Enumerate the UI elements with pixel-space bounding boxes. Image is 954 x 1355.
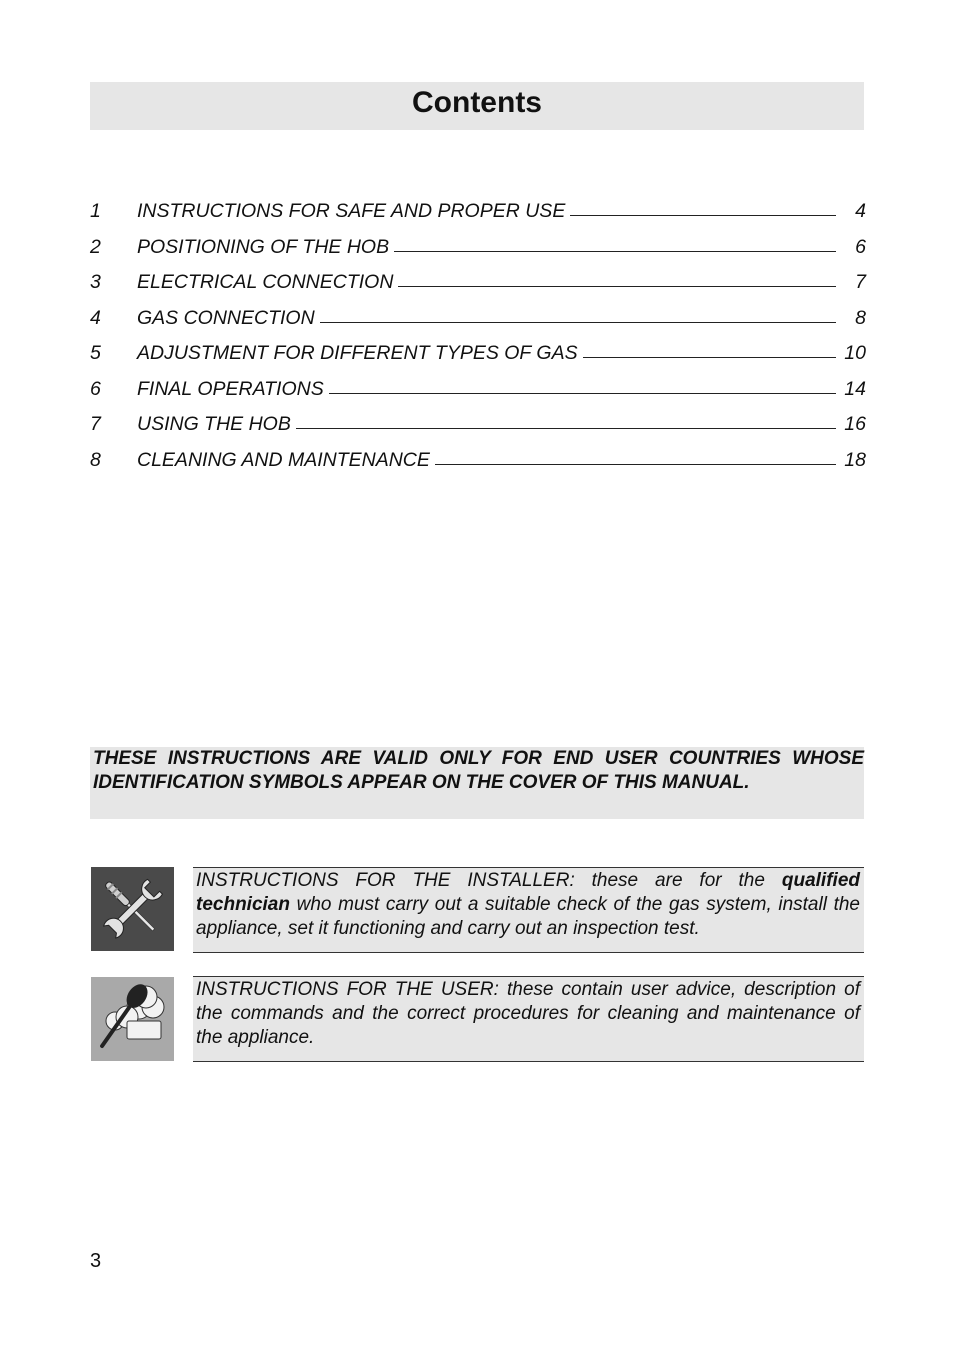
toc-entry[interactable] xyxy=(90,413,866,449)
toc-leader-line xyxy=(435,464,836,465)
toc-entry[interactable] xyxy=(90,449,866,485)
toc-entry[interactable] xyxy=(90,271,866,307)
tools-icon xyxy=(91,867,174,951)
toc-label: FINAL OPERATIONS xyxy=(137,377,324,400)
toc-leader-line xyxy=(583,357,836,358)
table-of-contents xyxy=(90,200,866,484)
installer-text-intro: INSTRUCTIONS FOR THE INSTALLER: these are for the xyxy=(196,870,782,891)
toc-label: USING THE HOB xyxy=(137,413,291,435)
toc-number: 5 xyxy=(90,342,101,364)
toc-page: 16 xyxy=(844,413,866,435)
toc-leader-line xyxy=(570,215,836,216)
toc-page: 6 xyxy=(855,235,866,258)
toc-page: 18 xyxy=(844,448,866,471)
user-text: INSTRUCTIONS FOR THE USER: these contain user advice, description of the commands and the correct procedures for cleaning and maintenance of the appliance. xyxy=(196,979,860,1048)
toc-leader-line xyxy=(394,251,836,252)
toc-page: 14 xyxy=(844,377,866,400)
toc-page: 7 xyxy=(855,271,866,293)
toc-entry[interactable] xyxy=(90,236,866,272)
toc-entry[interactable] xyxy=(90,307,866,343)
toc-label: POSITIONING OF THE HOB xyxy=(137,235,390,258)
page-number: 3 xyxy=(90,1250,102,1272)
toc-number: 1 xyxy=(90,200,101,222)
toc-label: GAS CONNECTION xyxy=(137,306,315,329)
toc-label: INSTRUCTIONS FOR SAFE AND PROPER USE xyxy=(137,200,566,222)
toc-number: 2 xyxy=(90,235,101,258)
toc-leader-line xyxy=(320,322,836,323)
installer-text xyxy=(193,868,864,941)
installer-instructions xyxy=(193,867,864,953)
toc-label: ELECTRICAL CONNECTION xyxy=(137,271,394,293)
installer-text-bold: qualified technician xyxy=(196,870,860,915)
toc-entry[interactable] xyxy=(90,342,866,378)
contents-title-bar xyxy=(90,82,864,130)
toc-label: ADJUSTMENT FOR DIFFERENT TYPES OF GAS xyxy=(137,342,578,364)
toc-number: 3 xyxy=(90,271,101,293)
toc-entry[interactable] xyxy=(90,200,866,236)
toc-entry[interactable] xyxy=(90,378,866,414)
toc-number: 6 xyxy=(90,377,101,400)
toc-leader-line xyxy=(398,286,836,287)
toc-number: 4 xyxy=(90,306,101,329)
validity-notice-text: THESE INSTRUCTIONS ARE VALID ONLY FOR END USER COUNTRIES WHOSE IDENTIFICATION SYMBOLS APPEAR ON THE COVER OF THIS MANUAL. xyxy=(93,748,864,793)
toc-number: 7 xyxy=(90,413,101,435)
chef-spoon-icon xyxy=(91,977,174,1061)
toc-number: 8 xyxy=(90,448,101,471)
toc-page: 8 xyxy=(855,306,866,329)
toc-label: CLEANING AND MAINTENANCE xyxy=(137,448,430,471)
toc-page: 4 xyxy=(855,200,866,222)
validity-notice xyxy=(90,747,864,819)
toc-page: 10 xyxy=(844,342,866,364)
user-instructions xyxy=(193,976,864,1062)
installer-text-rest: who must carry out a suitable check of the gas system, install the appliance, set it functioning and carry out an inspection test. xyxy=(196,894,860,939)
page-title: Contents xyxy=(412,86,542,119)
toc-leader-line xyxy=(329,393,836,394)
toc-leader-line xyxy=(296,428,836,429)
